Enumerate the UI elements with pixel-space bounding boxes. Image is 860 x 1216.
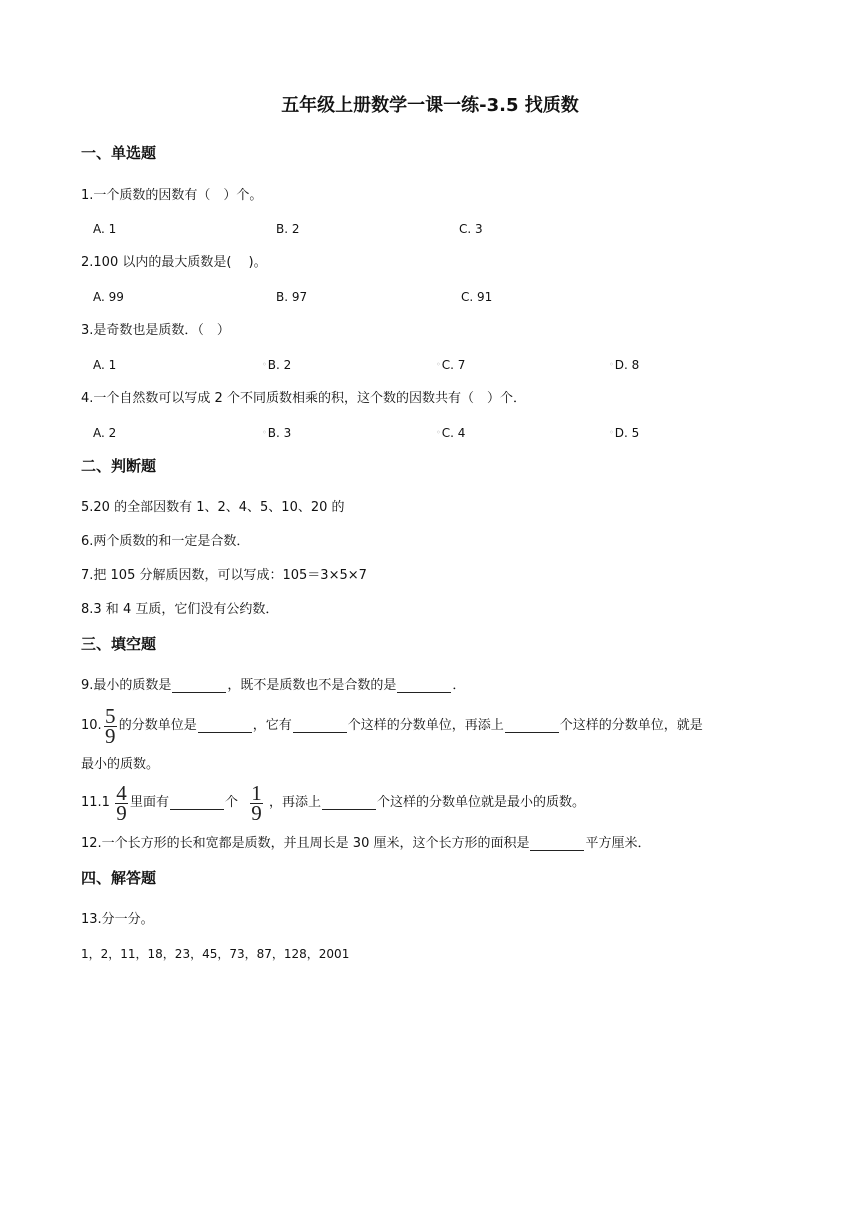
question-8: 8.3 和 4 互质，它们没有公约数． [81, 602, 279, 617]
q1-option-c[interactable]: C. 3 [459, 222, 483, 236]
fraction-four-ninths: $\frac{4}{9}$ [116, 780, 127, 825]
q4-option-d[interactable]: ◦ D. 5 [609, 426, 640, 440]
q2-option-b[interactable]: B. 97 [276, 290, 308, 304]
option-marker-icon: ◦ [609, 360, 614, 369]
question-5: 5.20 的全部因数有 1、2、4、5、10、20 的 [81, 500, 345, 515]
option-marker-icon: ◦ [262, 428, 267, 437]
question-3: 3.是奇数也是质数．（ ） [81, 323, 230, 338]
section-heading-single-choice: 一、单选题 [81, 144, 157, 162]
answer-blank[interactable] [322, 797, 376, 810]
option-marker-icon: ◦ [262, 360, 267, 369]
question-1: 1.一个质数的因数有（ ）个。 [81, 188, 263, 203]
answer-blank[interactable] [530, 838, 584, 851]
question-12: 12.一个长方形的长和宽都是质数，并且周长是 30 厘米，这个长方形的面积是 平方厘米． [81, 836, 651, 851]
option-marker-icon: ◦ [609, 428, 614, 437]
q4-option-c[interactable]: ◦ C. 4 [436, 426, 466, 440]
option-marker-icon: ◦ [436, 428, 441, 437]
q3-option-b[interactable]: ◦ B. 2 [262, 358, 292, 372]
question-13: 13.分一分。 [81, 912, 154, 927]
page-title: 五年级上册数学一课一练-3.5 找质数 [281, 95, 579, 116]
fraction-five-ninths: $\frac{5}{9}$ [104, 703, 116, 748]
question-6: 6.两个质数的和一定是合数． [81, 534, 250, 549]
q1-option-a[interactable]: A. 1 [93, 222, 117, 236]
question-10: 10. $\frac{5}{9}$ 的分数单位是 ，它有 个这样的分数单位，再添上 个这样的分数单位，就是 [81, 703, 703, 748]
q3-option-c[interactable]: ◦ C. 7 [436, 358, 466, 372]
section-heading-answer: 四、解答题 [81, 869, 157, 887]
answer-blank[interactable] [170, 797, 224, 810]
answer-blank[interactable] [293, 720, 347, 733]
question-13-numbers: 1，2，11，18，23，45，73，87，128，2001 [81, 947, 350, 961]
q4-option-b[interactable]: ◦ B. 3 [262, 426, 292, 440]
question-11: 11.1 $\frac{4}{9}$ 里面有 个 $\frac{1}{9}$ ，再添上 个这样的分数单位就是最小的质数。 [81, 780, 586, 825]
q3-option-a[interactable]: A. 1 [93, 358, 117, 372]
fraction-one-ninth: $\frac{1}{9}$ [251, 780, 262, 825]
q3-option-d[interactable]: ◦ D. 8 [609, 358, 640, 372]
answer-blank[interactable] [397, 680, 451, 693]
question-7: 7.把 105 分解质因数，可以写成：105＝3×5×7 [81, 568, 367, 583]
question-9: 9.最小的质数是 ，既不是质数也不是合数的是 ． [81, 678, 466, 693]
answer-blank[interactable] [198, 720, 252, 733]
option-marker-icon: ◦ [436, 360, 441, 369]
answer-blank[interactable] [172, 680, 226, 693]
q4-option-a[interactable]: A. 2 [93, 426, 117, 440]
q2-option-a[interactable]: A. 99 [93, 290, 124, 304]
section-heading-fill-blank: 三、填空题 [81, 635, 157, 653]
q2-option-c[interactable]: C. 91 [461, 290, 493, 304]
q1-option-b[interactable]: B. 2 [276, 222, 300, 236]
question-4: 4.一个自然数可以写成 2 个不同质数相乘的积，这个数的因数共有（ ）个． [81, 391, 526, 406]
section-heading-true-false: 二、判断题 [81, 457, 157, 475]
question-2: 2.100 以内的最大质数是( )。 [81, 255, 267, 270]
answer-blank[interactable] [505, 720, 559, 733]
question-10-continued: 最小的质数。 [81, 757, 160, 772]
